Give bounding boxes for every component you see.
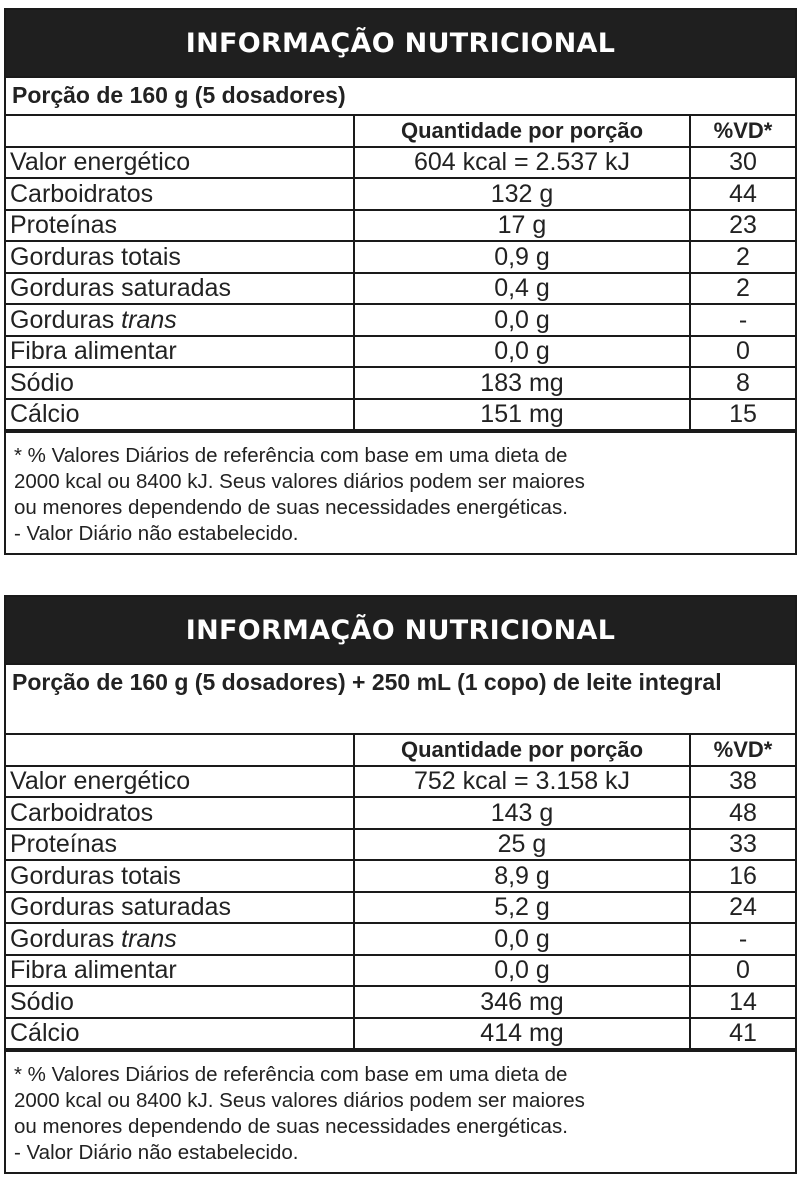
nutrient-vd: 16	[690, 860, 795, 892]
nutrient-quantity: 346 mg	[354, 986, 690, 1018]
table-row	[6, 336, 795, 368]
nutrient-name-text: Gorduras	[10, 305, 115, 334]
nutrient-vd: 41	[690, 1018, 795, 1050]
nutrient-vd: 0	[690, 336, 795, 368]
nutrient-quantity: 0,0 g	[354, 336, 690, 368]
nutrient-vd: 15	[690, 399, 795, 431]
nutrition-table	[6, 733, 795, 1050]
table-row	[6, 241, 795, 273]
footnote-line: * % Valores Diários de referência com base em uma dieta de	[14, 1063, 568, 1086]
table-row	[6, 860, 795, 892]
nutrition-panel-2	[4, 595, 797, 1174]
nutrient-quantity: 151 mg	[354, 399, 690, 431]
nutrient-quantity: 17 g	[354, 210, 690, 242]
nutrient-vd: 44	[690, 178, 795, 210]
nutrient-quantity: 0,4 g	[354, 273, 690, 305]
table-row	[6, 210, 795, 242]
footnote-line: ou menores dependendo de suas necessidades energéticas.	[14, 1115, 568, 1138]
table-row	[6, 766, 795, 798]
table-row	[6, 797, 795, 829]
nutrition-panel-1	[4, 8, 797, 555]
nutrient-quantity: 0,9 g	[354, 241, 690, 273]
nutrient-name: Gorduras totais	[6, 860, 354, 892]
nutrient-name: Sódio	[6, 367, 354, 399]
nutrient-quantity: 0,0 g	[354, 923, 690, 955]
nutrient-name-italic: trans	[121, 305, 177, 334]
table-row	[6, 923, 795, 955]
footnote-line: * % Valores Diários de referência com base em uma dieta de	[14, 444, 568, 467]
nutrient-vd: 24	[690, 892, 795, 924]
nutrient-name: Fibra alimentar	[6, 955, 354, 987]
nutrient-quantity: 0,0 g	[354, 304, 690, 336]
nutrient-name: Proteínas	[6, 210, 354, 242]
footnote-reference	[14, 443, 787, 521]
nutrient-name-italic: trans	[121, 924, 177, 953]
panel-title: INFORMAÇÃO NUTRICIONAL	[6, 10, 795, 76]
footnote-line: ou menores dependendo de suas necessidades energéticas.	[14, 496, 568, 519]
footnote-reference	[14, 1062, 787, 1140]
table-row	[6, 892, 795, 924]
footnote-not-established: - Valor Diário não estabelecido.	[14, 1141, 299, 1164]
nutrient-name: Gorduras saturadas	[6, 273, 354, 305]
nutrient-name: Carboidratos	[6, 797, 354, 829]
vd-column-header: %VD*	[690, 115, 795, 147]
table-row	[6, 829, 795, 861]
nutrient-vd: -	[690, 304, 795, 336]
empty-header-cell	[6, 115, 354, 147]
nutrient-name: Cálcio	[6, 1018, 354, 1050]
table-header-row	[6, 734, 795, 766]
panel-title: INFORMAÇÃO NUTRICIONAL	[6, 597, 795, 663]
nutrient-vd: 38	[690, 766, 795, 798]
nutrient-quantity: 25 g	[354, 829, 690, 861]
nutrient-vd: 30	[690, 147, 795, 179]
portion-label: Porção de 160 g (5 dosadores) + 250 mL (1 copo) de leite integral	[6, 663, 795, 733]
nutrient-quantity: 0,0 g	[354, 955, 690, 987]
table-row	[6, 178, 795, 210]
table-row	[6, 147, 795, 179]
table-header-row	[6, 115, 795, 147]
table-row	[6, 399, 795, 431]
nutrient-vd: 8	[690, 367, 795, 399]
table-row	[6, 304, 795, 336]
nutrient-vd: 23	[690, 210, 795, 242]
nutrient-name: Cálcio	[6, 399, 354, 431]
nutrient-quantity: 752 kcal = 3.158 kJ	[354, 766, 690, 798]
table-row	[6, 986, 795, 1018]
nutrient-quantity: 604 kcal = 2.537 kJ	[354, 147, 690, 179]
nutrient-quantity: 183 mg	[354, 367, 690, 399]
footnote-line: 2000 kcal ou 8400 kJ. Seus valores diários podem ser maiores	[14, 470, 585, 493]
table-row	[6, 273, 795, 305]
nutrient-quantity: 143 g	[354, 797, 690, 829]
footnote	[6, 431, 795, 553]
nutrient-name: Gorduras saturadas	[6, 892, 354, 924]
nutrient-vd: -	[690, 923, 795, 955]
table-row	[6, 367, 795, 399]
nutrient-quantity: 5,2 g	[354, 892, 690, 924]
nutrient-quantity: 132 g	[354, 178, 690, 210]
vd-column-header: %VD*	[690, 734, 795, 766]
nutrient-name: Valor energético	[6, 766, 354, 798]
table-row	[6, 1018, 795, 1050]
table-row	[6, 955, 795, 987]
quantity-column-header: Quantidade por porção	[354, 734, 690, 766]
nutrient-name	[6, 923, 354, 955]
nutrient-vd: 0	[690, 955, 795, 987]
nutrient-quantity: 414 mg	[354, 1018, 690, 1050]
empty-header-cell	[6, 734, 354, 766]
nutrition-table	[6, 114, 795, 431]
footnote	[6, 1050, 795, 1172]
nutrient-vd: 48	[690, 797, 795, 829]
nutrient-name-text: Gorduras	[10, 924, 115, 953]
nutrient-name: Carboidratos	[6, 178, 354, 210]
nutrient-quantity: 8,9 g	[354, 860, 690, 892]
nutrient-vd: 33	[690, 829, 795, 861]
portion-label: Porção de 160 g (5 dosadores)	[6, 76, 795, 114]
nutrient-vd: 14	[690, 986, 795, 1018]
footnote-line: 2000 kcal ou 8400 kJ. Seus valores diários podem ser maiores	[14, 1089, 585, 1112]
nutrient-vd: 2	[690, 273, 795, 305]
nutrient-name: Fibra alimentar	[6, 336, 354, 368]
nutrient-name: Gorduras totais	[6, 241, 354, 273]
nutrient-vd: 2	[690, 241, 795, 273]
quantity-column-header: Quantidade por porção	[354, 115, 690, 147]
nutrient-name: Proteínas	[6, 829, 354, 861]
nutrient-name: Valor energético	[6, 147, 354, 179]
footnote-not-established: - Valor Diário não estabelecido.	[14, 522, 299, 545]
nutrient-name	[6, 304, 354, 336]
nutrient-name: Sódio	[6, 986, 354, 1018]
